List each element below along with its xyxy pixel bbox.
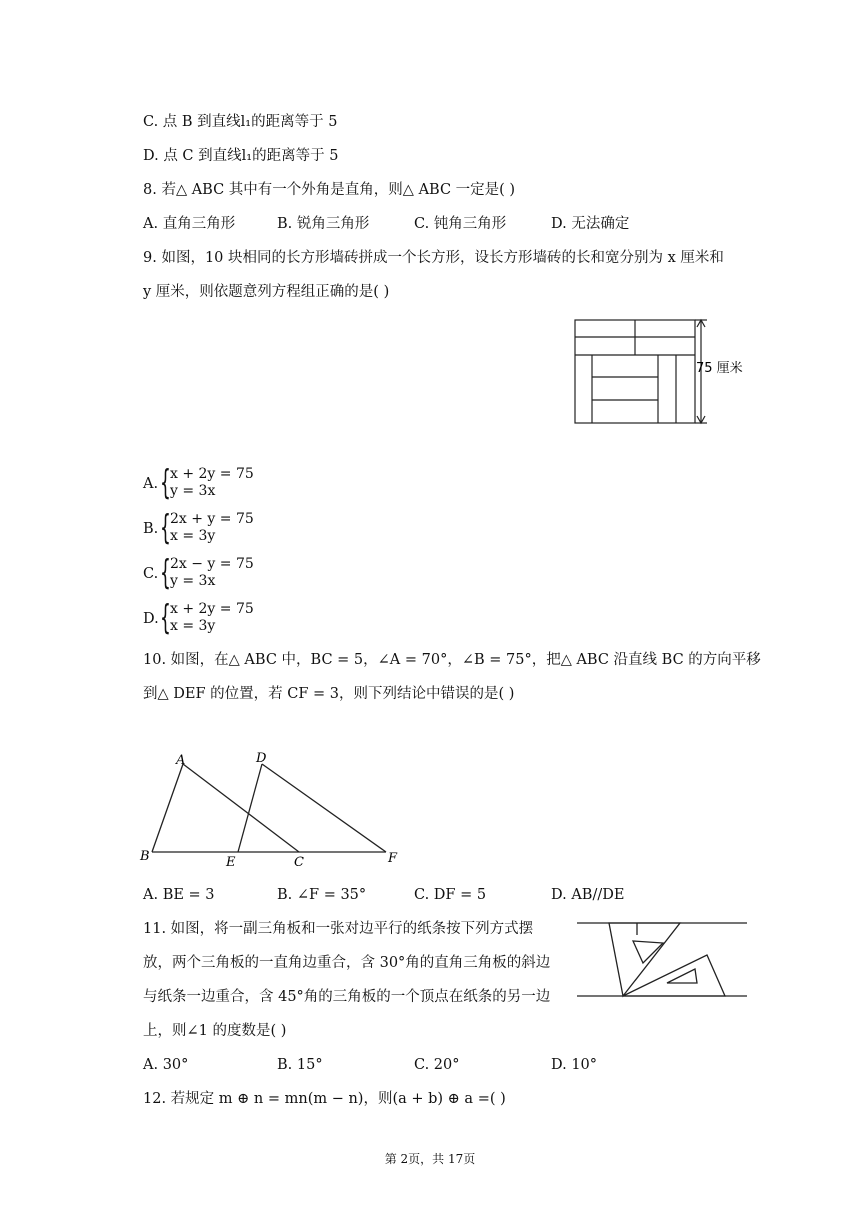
q9-c-eq2: y = 3x	[170, 573, 216, 589]
q11-stem-line3: 与纸条一边重合，含 45°角的三角板的一个顶点在纸条的另一边	[143, 989, 551, 1005]
q10-option-c: C. DF = 5	[414, 887, 487, 903]
label-C: C	[294, 855, 304, 870]
q11-option-c: C. 20°	[414, 1057, 460, 1073]
q10-option-a: A. BE = 3	[143, 887, 215, 903]
q9-fig-label: 75 厘米	[696, 361, 743, 376]
q8-option-a: A. 直角三角形	[143, 216, 236, 232]
q10-stem-line1: 10. 如图，在△ ABC 中，BC = 5，∠A = 70°，∠B = 75°，把△ ABC 沿直线 BC 的方向平移	[143, 652, 761, 668]
q11-stem-line2: 放，两个三角板的一直角边重合，含 30°角的直角三角板的斜边	[143, 955, 551, 971]
q12-stem: 12. 若规定 m ⊕ n = mn(m − n)，则(a + b) ⊕ a =( )	[143, 1091, 506, 1107]
q9-c-eq1: 2x − y = 75	[170, 556, 254, 572]
q10-stem-line2: 到△ DEF 的位置，若 CF = 3，则下列结论中错误的是( )	[143, 686, 515, 702]
q8-stem: 8. 若△ ABC 其中有一个外角是直角，则△ ABC 一定是( )	[143, 182, 516, 198]
q11-stem-line4: 上，则∠1 的度数是( )	[143, 1023, 287, 1039]
q9-stem-line1: 9. 如图，10 块相同的长方形墙砖拼成一个长方形，设长方形墙砖的长和宽分别为 x 厘米和	[143, 250, 724, 266]
q11-stem-line1: 11. 如图，将一副三角板和一张对边平行的纸条按下列方式摆	[143, 921, 534, 937]
q9-a-eq1: x + 2y = 75	[170, 466, 254, 482]
q9-option-d-label: D.	[143, 611, 159, 627]
q9-b-eq1: 2x + y = 75	[170, 511, 254, 527]
q9-option-c-label: C.	[143, 566, 159, 582]
q8-option-c: C. 钝角三角形	[414, 216, 507, 232]
label-B: B	[140, 849, 150, 864]
label-E: E	[226, 855, 236, 870]
q10-option-d: D. AB//DE	[551, 887, 625, 903]
q9-d-eq1: x + 2y = 75	[170, 601, 254, 617]
page-footer: 第 2页，共 17页	[384, 1152, 476, 1166]
q9-brick-figure	[570, 315, 760, 430]
label-F: F	[388, 851, 398, 866]
label-A: A	[176, 753, 186, 768]
q11-option-a: A. 30°	[143, 1057, 189, 1073]
q11-option-d: D. 10°	[551, 1057, 598, 1073]
q9-stem-line2: y 厘米，则依题意列方程组正确的是( )	[143, 284, 390, 300]
q7-option-c: C. 点 B 到直线l₁的距离等于 5	[143, 114, 338, 130]
q8-option-b: B. 锐角三角形	[277, 216, 370, 232]
q9-d-eq2: x = 3y	[170, 618, 216, 634]
label-D: D	[256, 751, 267, 766]
q7-option-d: D. 点 C 到直线l₁的距离等于 5	[143, 148, 339, 164]
q9-a-eq2: y = 3x	[170, 483, 216, 499]
q9-option-b-label: B.	[143, 521, 159, 537]
q11-set-square-figure	[575, 915, 755, 1005]
q9-option-a-label: A.	[143, 476, 159, 492]
q8-option-d: D. 无法确定	[551, 216, 630, 232]
q9-b-eq2: x = 3y	[170, 528, 216, 544]
q10-triangle-figure	[138, 748, 408, 868]
q11-option-b: B. 15°	[277, 1057, 323, 1073]
q10-option-b: B. ∠F = 35°	[277, 887, 367, 903]
